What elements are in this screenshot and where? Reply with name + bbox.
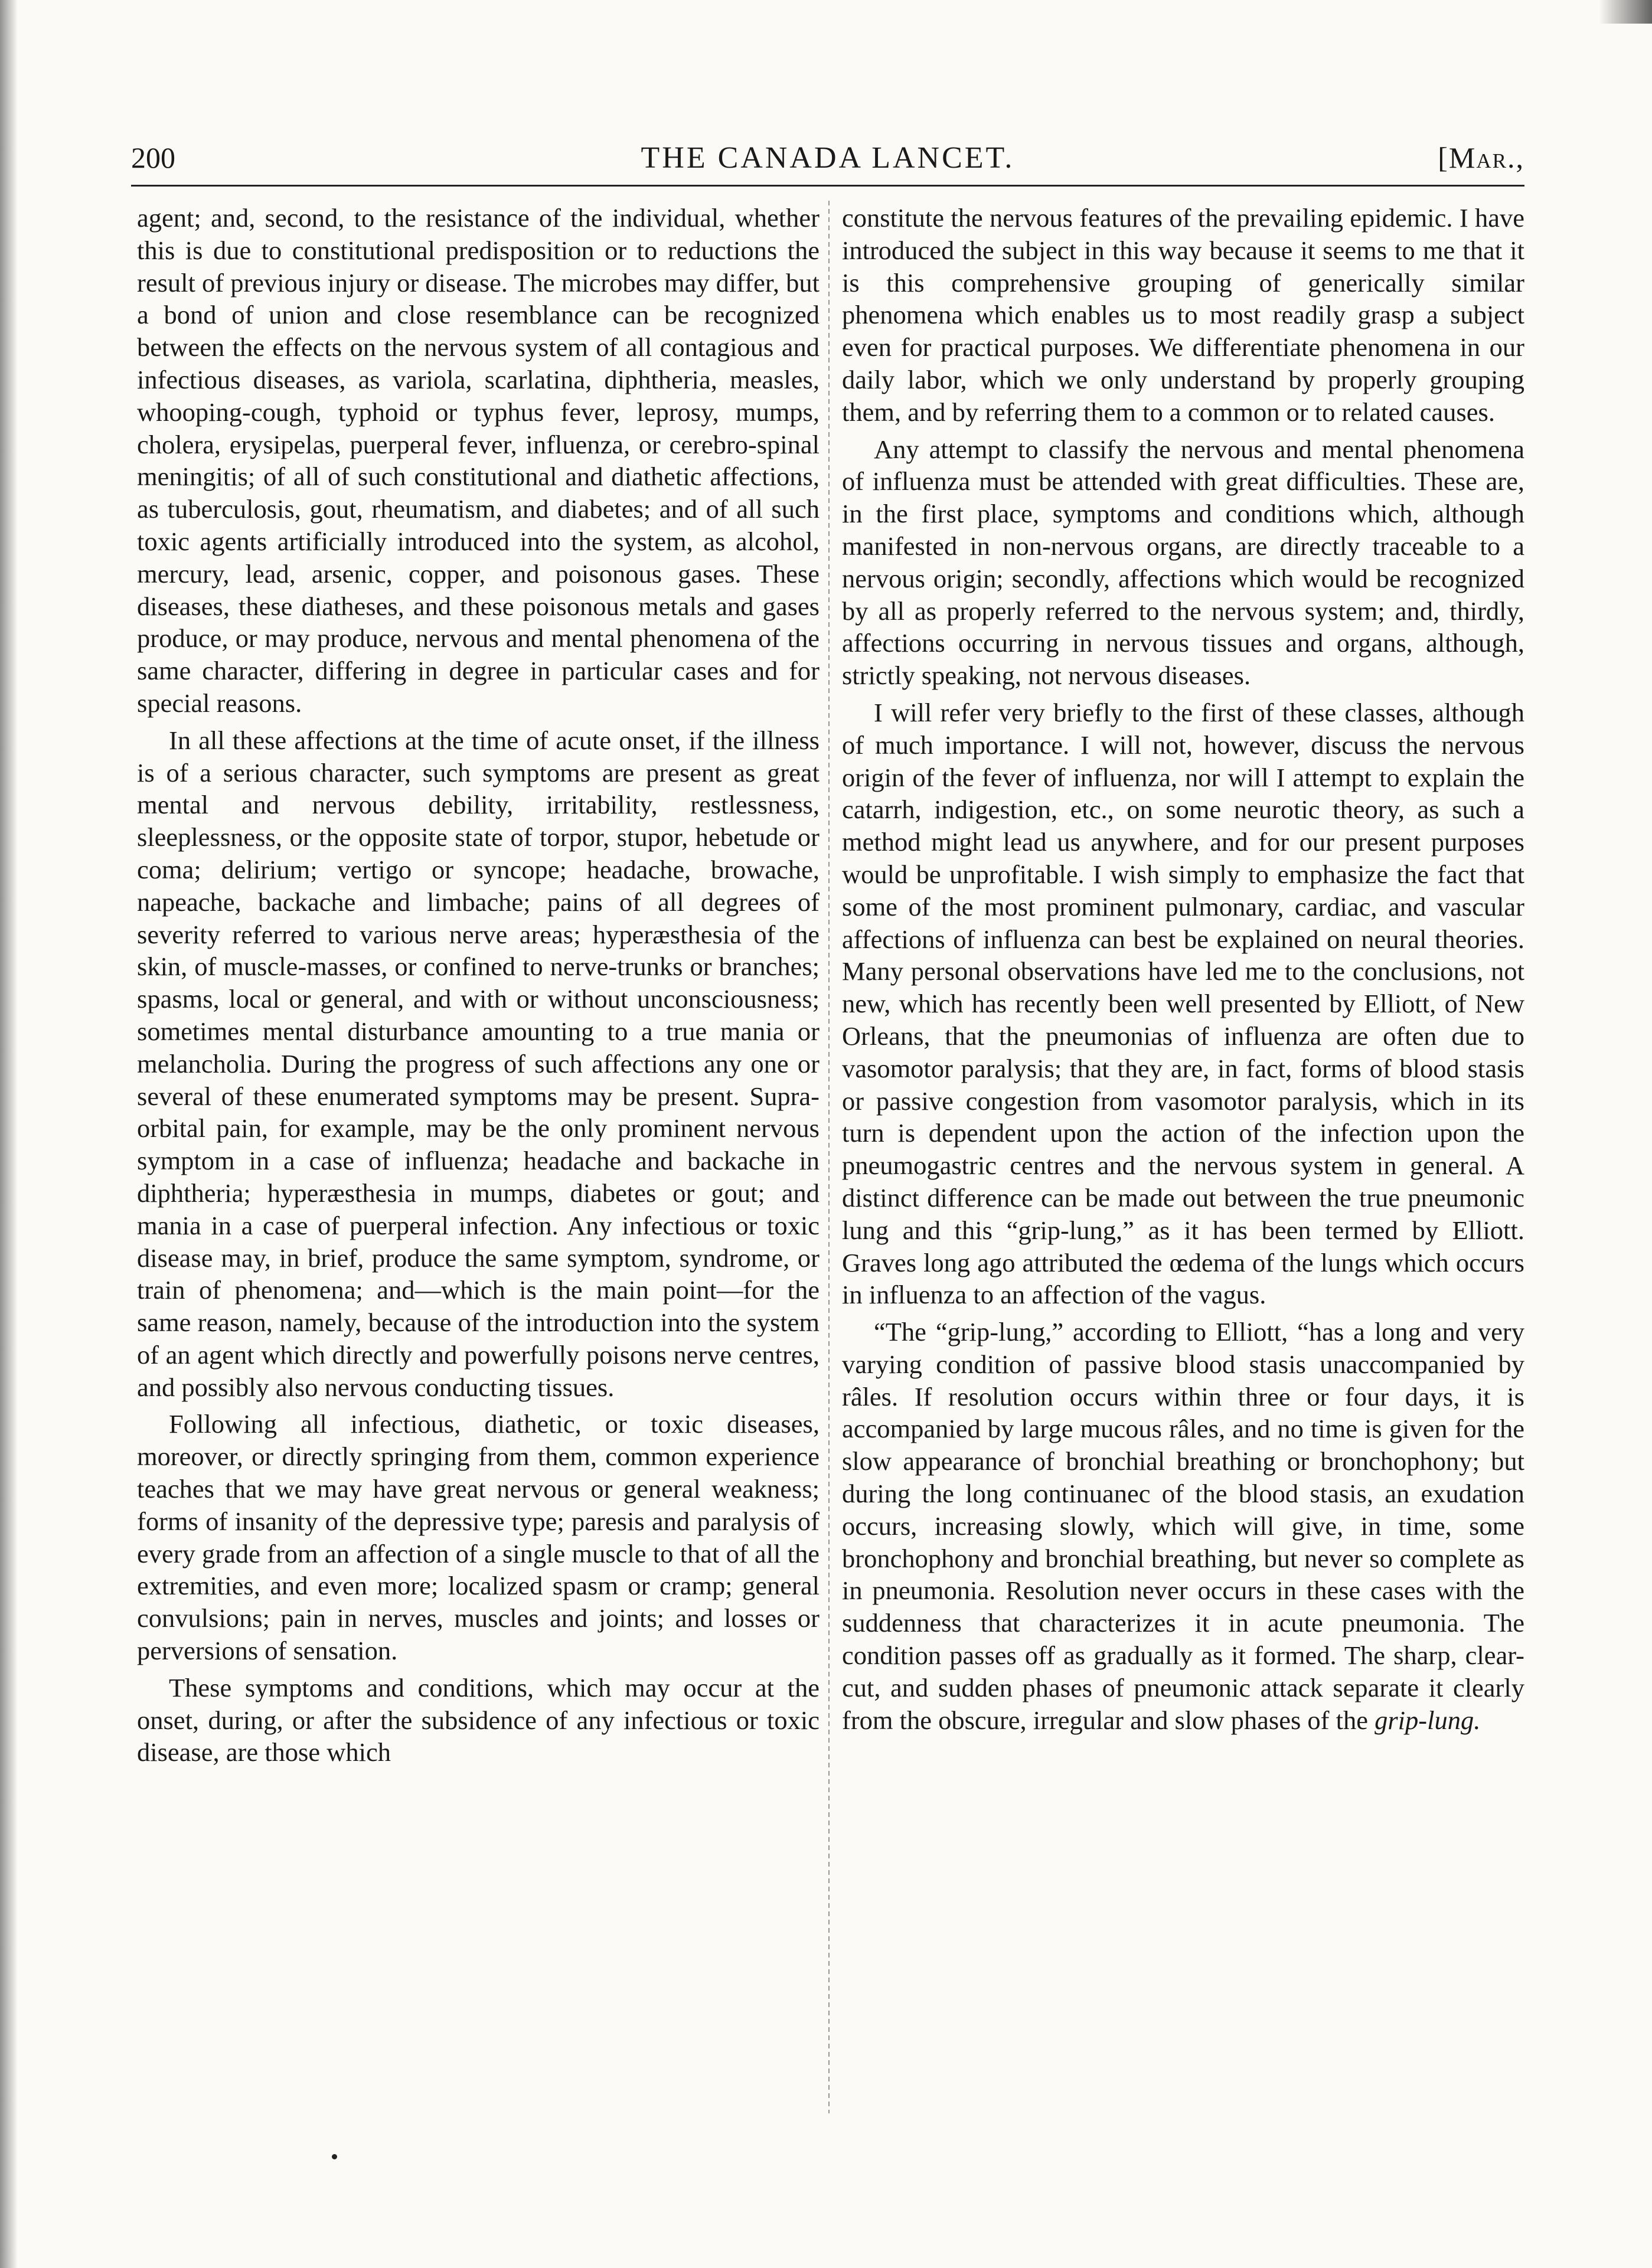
- column-divider: [828, 201, 830, 2113]
- page-corner-shadow: [1599, 0, 1652, 24]
- paragraph-text: “The “grip-lung,” according to Elliott, “has a long and very varying condition of passive blood stasis unaccompanied by râles. If resolution occurs within three or four days, it is accompanied by large mucous râles, and no time is given for the slow appearance of bronchial breathing or bronchophony; but during the long continuanec of the blood stasis, an exudation occurs, increasing slowly, which will give, in time, some bronchophony and bronchial breathing, but never so complete as in pneumonia. Resolution never occurs in these cases with the suddenness that characterizes it in acute pneumonia. The condition passes off as gradually as it formed. The sharp, clear-cut, and sudden phases of pneumonic attack separate it clearly from the obscure, irregular and slow phases of the: [842, 1317, 1524, 1735]
- ink-speck: [332, 2154, 337, 2159]
- paragraph: Any attempt to classify the nervous and mental phenomena of influenza must be attended with great difficulties. These are, in the first place, symptoms and conditions which, although manifested in non-nervous organs, are directly traceable to a nervous origin; secondly, affections which would be recognized by all as properly referred to the nervous system; and, thirdly, affections occurring in nervous tissues and organs, although, strictly speaking, not nervous diseases.: [842, 434, 1524, 691]
- page-number: 200: [131, 141, 175, 174]
- paragraph: In all these affections at the time of acute onset, if the illness is of a serious character, such symptoms are present as great mental and nervous debility, irritability, restlessness, sleeplessness, or the opposite state of torpor, stupor, hebetude or coma; delirium; vertigo or syncope; headache, browache, napeache, backache and limbache; pains of all degrees of severity referred to various nerve areas; hyperæsthesia of the skin, of muscle-masses, or confined to nerve-trunks or branches; spasms, local or general, and with or without unconsciousness; sometimes mental disturbance amounting to a true mania or melancholia. During the progress of such affections any one or several of these enumerated symptoms may be present. Supra-orbital pain, for example, may be the only prominent nervous symptom in a case of influenza; headache and backache in diphtheria; hyperæsthesia in mumps, diabetes or gout; and mania in a case of puerperal infection. Any infectious or toxic disease may, in brief, produce the same symptom, syndrome, or train of phenomena; and—which is the main point—for the same reason, namely, because of the introduction into the system of an agent which directly and powerfully poisons nerve centres, and possibly also nervous conducting tissues.: [137, 725, 820, 1402]
- paragraph: [842, 1316, 1524, 1736]
- journal-title: THE CANADA LANCET.: [641, 141, 1015, 175]
- italic-term: grip-lung.: [1375, 1705, 1481, 1735]
- paragraph: These symptoms and conditions, which may occur at the onset, during, or after the subsidence of any infectious or toxic disease, are those which: [137, 1672, 820, 1767]
- issue-month: [Mar.,: [1438, 141, 1524, 174]
- header-rule: [131, 185, 1524, 187]
- paragraph: Following all infectious, diathetic, or toxic diseases, moreover, or directly springing from them, common experience teaches that we may have great nervous or general weakness; forms of insanity of the depressive type; paresis and paralysis of every grade from an affection of a single muscle to that of all the extremities, and even more; localized spasm or cramp; general convulsions; pain in nerves, muscles and joints; and losses or perversions of sensation.: [137, 1409, 820, 1666]
- paragraph: I will refer very briefly to the first of these classes, although of much importance. I will not, however, discuss the nervous origin of the fever of influenza, nor will I attempt to explain the catarrh, indigestion, etc., on some neurotic theory, as such a method might lead us anywhere, and for our present purposes would be unprofitable. I wish simply to emphasize the fact that some of the most prominent pulmonary, cardiac, and vascular affections of influenza can best be explained on neural theories. Many personal observations have led me to the conclusions, not new, which has recently been well presented by Elliott, of New Orleans, that the pneumonias of influenza are often due to vasomotor paralysis; that they are, in fact, forms of blood stasis or passive congestion from vasomotor paralysis, which in its turn is dependent upon the action of the infection upon the pneumogastric centres and the nervous system in general. A distinct difference can be made out between the true pneumonic lung and this “grip-lung,” as it has been termed by Elliott. Graves long ago attributed the œdema of the lungs which occurs in influenza to an affection of the vagus.: [842, 697, 1524, 1310]
- right-column: [842, 202, 1524, 1736]
- left-column: [137, 202, 820, 1769]
- running-header: [131, 140, 1524, 188]
- paragraph: constitute the nervous features of the prevailing epidemic. I have introduced the subject in this way because it seems to me that it is this comprehensive grouping of generically similar phenomena which enables us to most readily grasp a subject even for practical purposes. We differentiate phenomena in our daily labor, which we only understand by properly grouping them, and by referring them to a common or to related causes.: [842, 203, 1524, 427]
- page-binding-shadow: [0, 0, 18, 2268]
- paragraph: agent; and, second, to the resistance of the individual, whether this is due to constitutional predisposition or to reductions the result of previous injury or disease. The microbes may differ, but a bond of union and close resemblance can be recognized between the effects on the nervous system of all contagious and infectious diseases, as variola, scarlatina, diphtheria, measles, whooping-cough, typhoid or typhus fever, leprosy, mumps, cholera, erysipelas, puerperal fever, influenza, or cerebro-spinal meningitis; of all of such constitutional and diathetic affections, as tuberculosis, gout, rheumatism, and diabetes; and of all such toxic agents artificially introduced into the system, as alcohol, mercury, lead, arsenic, copper, and poisonous gases. These diseases, these diatheses, and these poisonous metals and gases produce, or may produce, nervous and mental phenomena of the same character, differing in degree in particular cases and for special reasons.: [137, 203, 820, 718]
